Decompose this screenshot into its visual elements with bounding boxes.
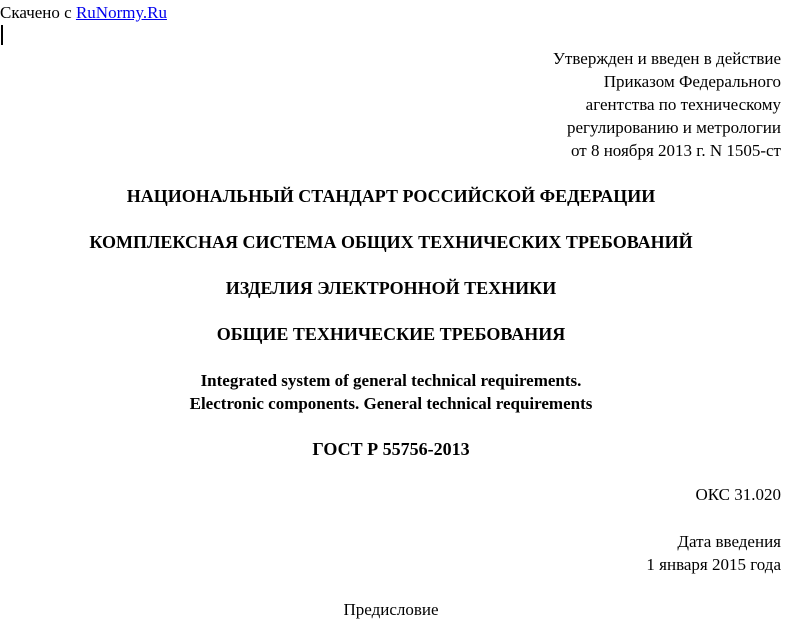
source-line [0, 3, 167, 23]
approval-line: Приказом Федерального [603, 72, 781, 91]
approval-line: регулированию и метрологии [566, 118, 781, 137]
approval-line: агентства по техническому [585, 95, 781, 114]
gost-number: ГОСТ Р 55756-2013 [312, 439, 470, 459]
introduction-date-value: 1 января 2015 года [646, 555, 781, 574]
text-cursor [1, 25, 3, 45]
approval-block [553, 47, 781, 162]
english-title-line: Electronic components. General technical requirements [189, 394, 593, 413]
products-heading: ИЗДЕЛИЯ ЭЛЕКТРОННОЙ ТЕХНИКИ [225, 278, 557, 298]
introduction-date-block [646, 530, 781, 576]
source-link[interactable]: RuNormy.Ru [75, 3, 167, 22]
preface-heading: Предисловие [343, 600, 439, 619]
source-prefix: Скачено с [0, 3, 76, 22]
national-standard-heading: НАЦИОНАЛЬНЫЙ СТАНДАРТ РОССИЙСКОЙ ФЕДЕРАЦИИ [126, 186, 656, 206]
system-heading: КОМПЛЕКСНАЯ СИСТЕМА ОБЩИХ ТЕХНИЧЕСКИХ ТРЕБОВАНИЙ [89, 232, 693, 252]
introduction-date-label: Дата введения [677, 532, 781, 551]
english-title [0, 369, 782, 415]
approval-line: от 8 ноября 2013 г. N 1505-ст [571, 141, 781, 160]
english-title-line: Integrated system of general technical requirements. [200, 371, 582, 390]
approval-line: Утвержден и введен в действие [552, 49, 781, 68]
requirements-heading: ОБЩИЕ ТЕХНИЧЕСКИЕ ТРЕБОВАНИЯ [216, 324, 566, 344]
oks-code: ОКС 31.020 [695, 485, 781, 504]
